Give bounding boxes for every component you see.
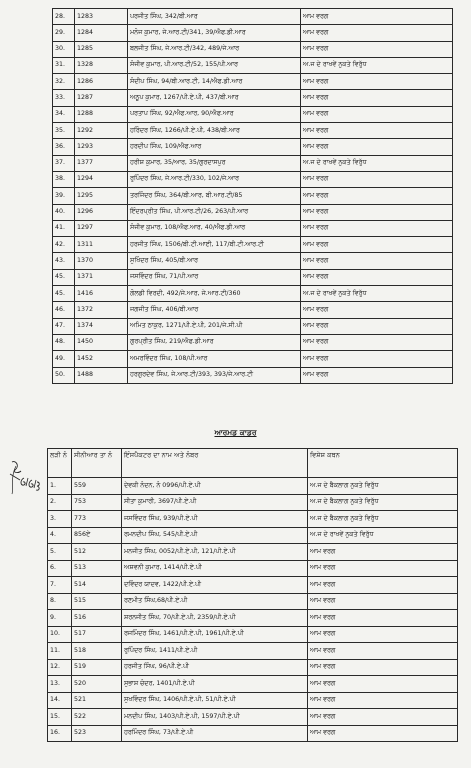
row-serial: 10. [48,626,72,643]
table-row [53,106,453,122]
row-serial: 45. [53,286,75,302]
row-seniority-code: 1488 [75,367,128,383]
row-serial: 49. [53,351,75,367]
table-row [53,123,453,139]
row-remark: ਆਮ ਵਰਗ [301,237,453,253]
row-inspector-name: ਹਰਜੀਤ ਸਿੰਘ, 96/ਪੀ.ਏ.ਪੀ [122,659,308,676]
table-row [53,57,453,73]
table-row [53,155,453,171]
row-inspector-name: ਹਰਗੁਰਦੇਵ ਸਿੰਘ, ਜੇ.ਆਰ.ਟੀ/393, 393/ਜੇ.ਆਰ.ਟੀ [128,367,301,383]
table-row [48,626,458,643]
table-row [53,74,453,90]
table-row [53,90,453,106]
row-inspector-name: ਮਨਜੀਤ ਸਿੰਘ, 0052/ਪੀ.ਏ.ਪੀ, 121/ਪੀ.ਏ.ਪੀ [122,544,308,561]
row-remark: ਆਮ ਵਰਗ [301,106,453,122]
header-remarks: ਵਿਸ਼ੇਸ਼ ਕਥਨ [308,449,458,478]
row-remark: ਆਮ ਵਰਗ [308,593,458,610]
armed-cadre-table [47,448,458,742]
row-inspector-name: ਅਨੂਪ ਕੁਮਾਰ, 1267/ਪੀ.ਏ.ਪੀ, 437/ਬੀ.ਆਰ [128,90,301,106]
table-row [53,220,453,236]
handwritten-signature-note [6,458,42,498]
row-inspector-name: ਜਸਵਿੰਦਰ ਸਿੰਘ, 71/ਪੀ.ਆਰ [128,269,301,285]
row-serial: 30. [53,41,75,57]
row-remark: ਆਮ ਵਰਗ [301,302,453,318]
row-seniority-code: 1283 [75,9,128,25]
table-row [53,25,453,41]
row-seniority-code: 1294 [75,171,128,187]
table-row [53,334,453,350]
row-remark: ਆਮ ਵਰਗ [308,544,458,561]
row-remark: ਆਮ ਵਰਗ [301,367,453,383]
row-seniority-code: 753 [72,494,122,511]
row-remark: ਆਮ ਵਰਗ [308,692,458,709]
row-serial: 50. [53,367,75,383]
row-inspector-name: ਰੁਪਿੰਦਰ ਸਿੰਘ, 1411/ਪੀ.ਏ.ਪੀ [122,643,308,660]
row-remark: ਆਮ ਵਰਗ [301,74,453,90]
row-remark: ਆਮ ਵਰਗ [301,123,453,139]
row-inspector-name: ਸੰਦੀਪ ਸਿੰਘ, 94/ਬੀ.ਆਰ.ਟੀ, 14/ਐਫ.ਡੀ.ਆਰ [128,74,301,90]
row-seniority-code: 1328 [75,57,128,73]
row-serial: 16. [48,725,72,742]
row-serial: 42. [53,237,75,253]
header-serial: ਲੜੀ ਨੰ [48,449,72,478]
row-seniority-code: 523 [72,725,122,742]
row-serial: 37. [53,155,75,171]
row-inspector-name: ਹਰੀਸ਼ ਕੁਮਾਰ, 35/ਆਰ, 35/ਗੁਰਦਾਸਪੁਰ [128,155,301,171]
row-remark: ਆਮ ਵਰਗ [301,25,453,41]
row-serial: 11. [48,643,72,660]
row-seniority-code: 1288 [75,106,128,122]
row-inspector-name: ਅਮਿਤ ਠਾਕੁਰ, 1271/ਪੀ.ਏ.ਪੀ, 201/ਜੇ.ਸੀ.ਪੀ [128,318,301,334]
row-inspector-name: ਰੁਪਿੰਦਰ ਸਿੰਘ, ਜੇ.ਆਰ.ਟੀ/330, 102/ਜੇ.ਆਰ [128,171,301,187]
row-inspector-name: ਅਮਰਵਿੰਦਰ ਸਿੰਘ, 108/ਪੀ.ਆਰ [128,351,301,367]
row-remark: ਆਮ ਵਰਗ [308,577,458,594]
row-inspector-name: ਸੀਤਾ ਕੁਮਾਰੀ, 3697/ਪੀ.ਏ.ਪੀ [122,494,308,511]
row-serial: 14. [48,692,72,709]
table-row [48,659,458,676]
row-remark: ਆਮ ਵਰਗ [308,709,458,726]
table-row [53,41,453,57]
row-remark: ਅ.ਜ ਦੇ ਰਾਖਵੇਂ ਨੁਕਤੇ ਵਿਰੁੱਧ [301,286,453,302]
row-inspector-name: ਅਸ਼ਵਨੀ ਕੁਮਾਰ, 1414/ਪੀ.ਏ.ਪੀ [122,560,308,577]
row-remark: ਆਮ ਵਰਗ [301,90,453,106]
row-serial: 46. [53,302,75,318]
inspector-list-table-continued [52,8,453,384]
row-remark: ਅ.ਜ ਦੇ ਬੈਕਲਾਗ ਨੁਕਤੇ ਵਿਰੁੱਧ [308,511,458,528]
row-inspector-name: ਸ਼ਰਨਜੀਤ ਸਿੰਘ, 70/ਪੀ.ਏ.ਪੀ, 2359/ਪੀ.ਏ.ਪੀ [122,610,308,627]
table-row [53,9,453,25]
row-remark: ਆਮ ਵਰਗ [301,253,453,269]
row-remark: ਅ.ਜ ਦੇ ਬੈਕਲਾਗ ਨੁਕਤੇ ਵਿਰੁੱਧ [308,478,458,495]
row-seniority-code: 519 [72,659,122,676]
row-serial: 2. [48,494,72,511]
table-row [48,709,458,726]
table-row [53,188,453,204]
row-seniority-code: 1452 [75,351,128,367]
row-seniority-code: 515 [72,593,122,610]
row-seniority-code: 521 [72,692,122,709]
row-remark: ਆਮ ਵਰਗ [308,626,458,643]
row-serial: 8. [48,593,72,610]
row-seniority-code: 1370 [75,253,128,269]
row-remark: ਆਮ ਵਰਗ [308,725,458,742]
row-remark: ਆਮ ਵਰਗ [301,220,453,236]
row-seniority-code: 1374 [75,318,128,334]
table-body [48,478,458,742]
row-remark: ਆਮ ਵਰਗ [301,171,453,187]
row-serial: 40. [53,204,75,220]
row-seniority-code: 856ਏ [72,527,122,544]
row-serial: 38. [53,171,75,187]
table-row [53,253,453,269]
row-seniority-code: 1286 [75,74,128,90]
row-seniority-code: 1416 [75,286,128,302]
row-inspector-name: ਹਰਜੀਤ ਸਿੰਘ, 1506/ਬੀ.ਟੀ.ਆਈ, 117/ਬੀ.ਟੀ.ਆਰ.ਟੀ [128,237,301,253]
row-inspector-name: ਬਲਜੀਤ ਸਿੰਘ, ਜੇ.ਆਰ.ਟੀ/342, 489/ਜੇ.ਆਰ [128,41,301,57]
table-row [53,318,453,334]
row-inspector-name: ਹਰਦੀਪ ਸਿੰਘ, 109/ਐਫ.ਆਰ [128,139,301,155]
row-inspector-name: ਇੰਦਰਪ੍ਰੀਤ ਸਿੰਘ, ਪੀ.ਆਰ.ਟੀ/26, 263/ਪੀ.ਆਰ [128,204,301,220]
row-serial: 3. [48,511,72,528]
row-seniority-code: 773 [72,511,122,528]
table-row [53,204,453,220]
row-serial: 36. [53,139,75,155]
table-row [53,237,453,253]
row-remark: ਆਮ ਵਰਗ [301,351,453,367]
row-seniority-code: 520 [72,676,122,693]
row-serial: 39. [53,188,75,204]
row-serial: 5. [48,544,72,561]
row-seniority-code: 1295 [75,188,128,204]
row-seniority-code: 513 [72,560,122,577]
row-serial: 6. [48,560,72,577]
row-serial: 33. [53,90,75,106]
row-seniority-code: 1297 [75,220,128,236]
row-remark: ਆਮ ਵਰਗ [308,643,458,660]
row-inspector-name: ਦਵਿੰਦਰ ਯਾਦਵ, 1422/ਪੀ.ਏ.ਪੀ [122,577,308,594]
row-seniority-code: 1292 [75,123,128,139]
table-row [53,269,453,285]
row-serial: 35. [53,123,75,139]
row-remark: ਆਮ ਵਰਗ [301,318,453,334]
row-remark: ਆਮ ਵਰਗ [308,560,458,577]
row-inspector-name: ਰਜਮਿੰਦਰ ਸਿੰਘ, 1461/ਪੀ.ਏ.ਪੀ, 1961/ਪੀ.ਏ.ਪੀ [122,626,308,643]
row-inspector-name: ਦੇਵਕੀ ਨੰਦਨ, ਨੰ 0996/ਪੀ.ਏ.ਪੀ [122,478,308,495]
row-serial: 45. [53,269,75,285]
row-seniority-code: 512 [72,544,122,561]
row-inspector-name: ਹਰਮਿੰਦਰ ਸਿੰਘ, 73/ਪੀ.ਏ.ਪੀ [122,725,308,742]
row-seniority-code: 516 [72,610,122,627]
row-inspector-name: ਸੁਖਿੰਦਰ ਸਿੰਘ, 405/ਬੀ.ਆਰ [128,253,301,269]
row-remark: ਆਮ ਵਰਗ [308,610,458,627]
row-inspector-name: ਸੁਭਾਸ਼ ਚੰਦਰ, 1401/ਪੀ.ਏ.ਪੀ [122,676,308,693]
row-seniority-code: 1311 [75,237,128,253]
table-row [48,544,458,561]
row-seniority-code: 1284 [75,25,128,41]
header-seniority: ਸੀਨੀਆਰ ਤਾ ਨੰ [72,449,122,478]
row-seniority-code: 559 [72,478,122,495]
row-serial: 34. [53,106,75,122]
header-inspector-name: ਇੰਸਪੈਕਟਰ ਦਾ ਨਾਮ ਅਤੇ ਨੰਬਰ [122,449,308,478]
row-seniority-code: 1371 [75,269,128,285]
table-row [48,577,458,594]
row-serial: 29. [53,25,75,41]
row-serial: 41. [53,220,75,236]
row-seniority-code: 1287 [75,90,128,106]
table-row [48,494,458,511]
table-row [53,139,453,155]
row-remark: ਅ.ਜ ਦੇ ਰਾਖਵੇਂ ਨੁਕਤੇ ਵਿਰੁੱਧ [301,155,453,171]
row-serial: 7. [48,577,72,594]
row-inspector-name: ਰਮਨਦੀਪ ਸਿੰਘ, 545/ਪੀ.ਏ.ਪੀ [122,527,308,544]
table-row [48,676,458,693]
row-inspector-name: ਸੰਜੀਵ ਕੁਮਾਰ, ਪੀ.ਆਰ.ਟੀ/52, 155/ਪੀ.ਆਰ [128,57,301,73]
row-inspector-name: ਪਰਤਾਪ ਸਿੰਘ, 92/ਐਫ.ਆਰ, 90/ਐਫ.ਆਰ [128,106,301,122]
row-serial: 4. [48,527,72,544]
row-seniority-code: 1296 [75,204,128,220]
row-inspector-name: ਜਗਜੀਤ ਸਿੰਘ, 406/ਬੀ.ਆਰ [128,302,301,318]
row-inspector-name: ਰਣਮੀਤ ਸਿੰਘ,68/ਪੀ.ਏ.ਪੀ [122,593,308,610]
row-serial: 31. [53,57,75,73]
row-seniority-code: 1285 [75,41,128,57]
row-seniority-code: 514 [72,577,122,594]
handwritten-date-icon [6,458,42,498]
row-serial: 15. [48,709,72,726]
row-serial: 47. [53,318,75,334]
row-inspector-name: ਮਨਦੀਪ ਸਿੰਘ, 1403/ਪੀ.ਏ.ਪੀ, 1597/ਪੀ.ਏ.ਪੀ [122,709,308,726]
table-row [53,286,453,302]
row-remark: ਆਮ ਵਰਗ [301,139,453,155]
row-serial: 13. [48,676,72,693]
table-row [48,610,458,627]
table-row [53,171,453,187]
row-remark: ਆਮ ਵਰਗ [308,659,458,676]
row-serial: 1. [48,478,72,495]
row-remark: ਆਮ ਵਰਗ [308,676,458,693]
table-row [53,351,453,367]
row-serial: 12. [48,659,72,676]
row-inspector-name: ਸੁਖਵਿੰਦਰ ਸਿੰਘ, 1406/ਪੀ.ਏ.ਪੀ, 51/ਪੀ.ਏ.ਪੀ [122,692,308,709]
row-serial: 28. [53,9,75,25]
row-serial: 32. [53,74,75,90]
row-serial: 48. [53,334,75,350]
table-row [48,692,458,709]
row-remark: ਆਮ ਵਰਗ [301,9,453,25]
row-serial: 43. [53,253,75,269]
row-remark: ਅ.ਜ ਦੇ ਰਾਖਵੇਂ ਨੁਕਤੇ ਵਿਰੁੱਧ [301,57,453,73]
row-remark: ਆਮ ਵਰਗ [301,204,453,220]
row-inspector-name: ਗੋਲਡੀ ਵਿਰਦੀ, 492/ਜੇ.ਆਰ, ਜੇ.ਆਰ.ਟੀ/360 [128,286,301,302]
row-remark: ਅ.ਜ ਦੇ ਬੈਕਲਾਗ ਨੁਕਤੇ ਵਿਰੁੱਧ [308,494,458,511]
row-inspector-name: ਪਰਜੀਤ ਸਿੰਘ, 342/ਬੀ.ਆਰ [128,9,301,25]
row-remark: ਆਮ ਵਰਗ [301,188,453,204]
table-row [48,643,458,660]
row-seniority-code: 1377 [75,155,128,171]
table-row [48,478,458,495]
row-inspector-name: ਜਸਵਿੰਦਰ ਸਿੰਘ, 939/ਪੀ.ਏ.ਪੀ [122,511,308,528]
table-row [53,302,453,318]
table-row [48,527,458,544]
row-remark: ਅ.ਜ ਦੇ ਰਾਖਵੇਂ ਨੁਕਤੇ ਵਿਰੁੱਧ [308,527,458,544]
row-seniority-code: 522 [72,709,122,726]
table-row [48,725,458,742]
table-body [53,9,453,384]
row-seniority-code: 1450 [75,334,128,350]
row-remark: ਆਮ ਵਰਗ [301,269,453,285]
table-header-row [48,449,458,478]
row-seniority-code: 518 [72,643,122,660]
table-row [48,511,458,528]
table-row [48,593,458,610]
section-heading-armed-cadre: ਆਰਮਡ ਕਾਡਰ [214,428,257,437]
row-inspector-name: ਗੁਰਪ੍ਰੀਤ ਸਿੰਘ, 219/ਐਫ.ਡੀ.ਆਰ [128,334,301,350]
row-inspector-name: ਤਰਜਿੰਦਰ ਸਿੰਘ, 364/ਬੀ.ਆਰ, ਬੀ.ਆਰ.ਟੀ/85 [128,188,301,204]
row-seniority-code: 517 [72,626,122,643]
row-remark: ਆਮ ਵਰਗ [301,334,453,350]
row-seniority-code: 1293 [75,139,128,155]
row-serial: 9. [48,610,72,627]
table-row [53,367,453,383]
row-inspector-name: ਮਨੋਜ ਕੁਮਾਰ, ਜੇ.ਆਰ.ਟੀ/341, 39/ਐਫ.ਡੀ.ਆਰ [128,25,301,41]
row-remark: ਆਮ ਵਰਗ [301,41,453,57]
table-row [48,560,458,577]
row-inspector-name: ਸੰਜੀਵ ਕੁਮਾਰ, 108/ਐਫ.ਆਰ, 40/ਐਫ.ਡੀ.ਆਰ [128,220,301,236]
row-seniority-code: 1372 [75,302,128,318]
row-inspector-name: ਹਰਿੰਦਰ ਸਿੰਘ, 1266/ਪੀ.ਏ.ਪੀ, 438/ਬੀ.ਆਰ [128,123,301,139]
